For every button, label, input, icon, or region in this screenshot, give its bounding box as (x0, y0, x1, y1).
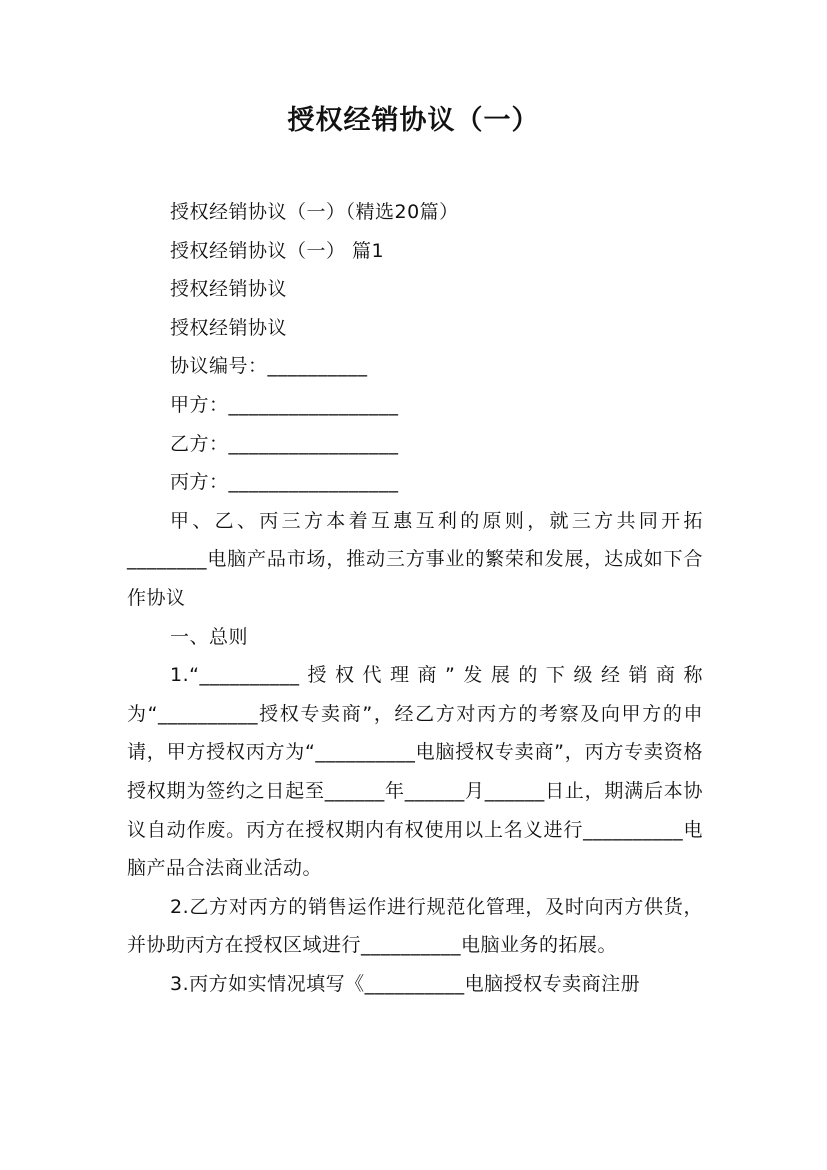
agreement-name-line-repeat: 授权经销协议 (170, 316, 288, 339)
party-b-line: 乙方：_________________ (170, 432, 399, 455)
agreement-name-line: 授权经销协议 (170, 278, 288, 301)
clause-3-paragraph: 3.丙方如实情况填写《__________电脑授权专卖商注册 (170, 972, 641, 995)
subtitle-line: 授权经销协议（一）（精选20篇） (170, 201, 459, 223)
party-a-line: 甲方：_________________ (170, 393, 399, 416)
party-c-line: 丙方：_________________ (170, 471, 399, 494)
agreement-number-line: 协议编号：__________ (170, 355, 368, 378)
clause-2-paragraph: 2.乙方对丙方的销售运作进行规范化管理，及时向丙方供货，并协助丙方在授权区域进行__________电脑业务的拓展。 (127, 895, 703, 957)
general-heading: 一、总则 (170, 625, 249, 648)
clause-1-paragraph: 1.“__________授权代理商”发展的下级经销商称为“__________授权专卖商”，经乙方对丙方的考察及向甲方的申请，甲方授权丙方为“__________电脑授权专卖商”，丙方专卖资格授权期为签约之日起至______年______月______日止，期满后本协议自动作废。丙方在授权期内有权使用以上名义进行__________电脑产品合法商业活动。 (127, 664, 703, 880)
section-heading-line: 授权经销协议（一） 篇1 (170, 239, 385, 262)
document-body (127, 193, 703, 1003)
document-title: 授权经销协议（一） (287, 105, 540, 136)
intro-paragraph: 甲、乙、丙三方本着互惠互利的原则，就三方共同开拓________电脑产品市场，推动三方事业的繁荣和发展，达成如下合作协议 (127, 509, 703, 609)
